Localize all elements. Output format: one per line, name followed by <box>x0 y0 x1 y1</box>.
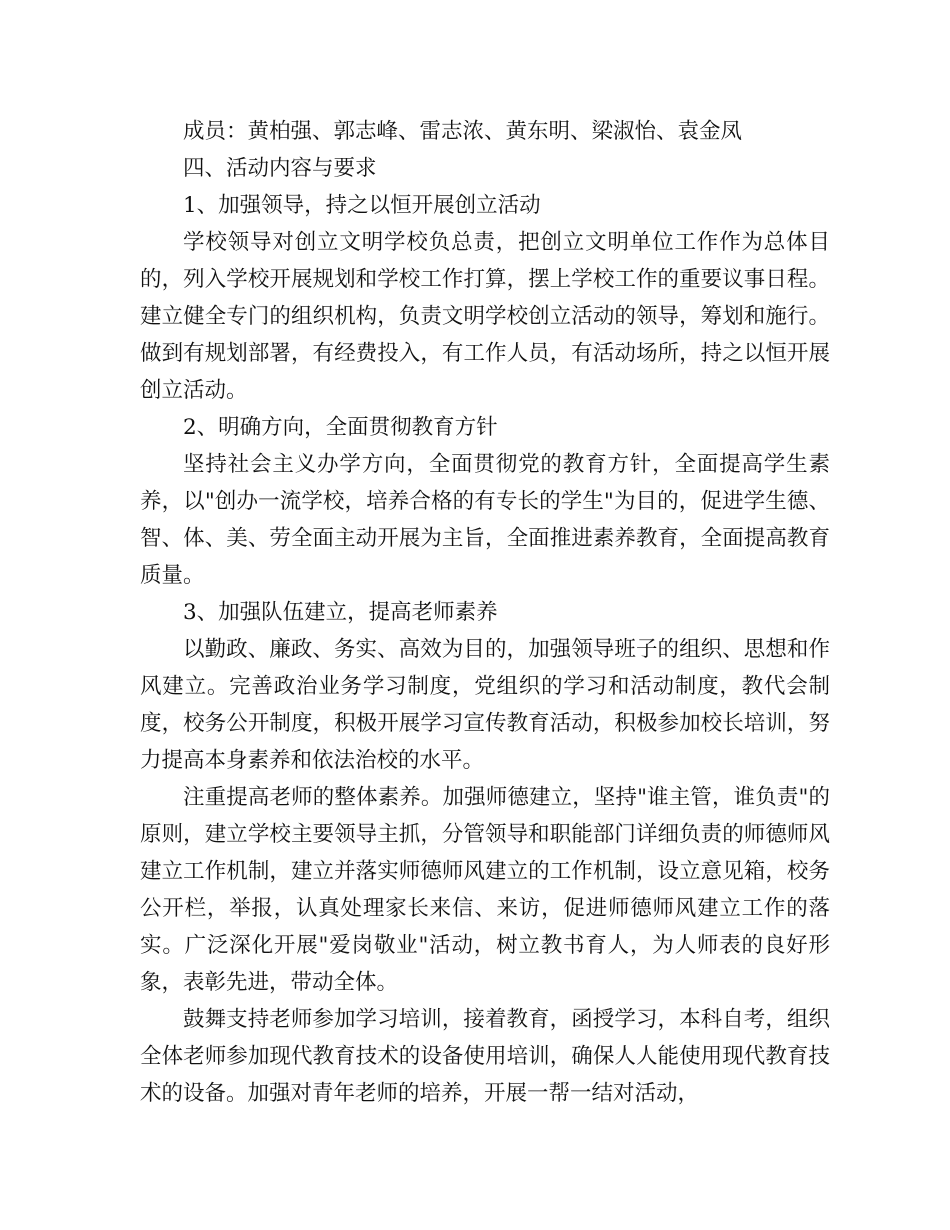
section-heading-activities: 四、活动内容与要求 <box>183 156 377 181</box>
paragraph-members: 成员：黄柏强、郭志峰、雷志浓、黄东明、梁淑怡、袁金凤 <box>183 119 743 144</box>
subheading-leadership: 1、加强领导，持之以恒开展创立活动 <box>183 193 541 218</box>
paragraph-team-building: 以勤政、廉政、务实、高效为目的，加强领导班子的组织、思想和作风建立。完善政治业务学习制度，党组织的学习和活动制度，教代会制度，校务公开制度，积极开展学习宣传教育活动，积极参加校长培训，努力提高本身素养和依法治校的水平。 <box>140 637 830 773</box>
subheading-direction: 2、明确方向，全面贯彻教育方针 <box>183 415 498 440</box>
paragraph-direction: 坚持社会主义办学方向，全面贯彻党的教育方针，全面提高学生素养，以"创办一流学校，培养合格的有专长的学生"为目的，促进学生德、智、体、美、劳全面主动开展为主旨，全面推进素养教育，全面提高教育质量。 <box>140 452 830 588</box>
subheading-team-building: 3、加强队伍建立，提高老师素养 <box>183 600 498 625</box>
paragraph-training: 鼓舞支持老师参加学习培训，接着教育，函授学习，本科自考，组织全体老师参加现代教育技术的设备使用培训，确保人人能使用现代教育技术的设备。加强对青年老师的培养，开展一帮一结对活动， <box>140 1007 830 1106</box>
paragraph-leadership: 学校领导对创立文明学校负总责，把创立文明单位工作作为总体目的，列入学校开展规划和学校工作打算，摆上学校工作的重要议事日程。建立健全专门的组织机构，负责文明学校创立活动的领导，筹划和施行。做到有规划部署，有经费投入，有工作人员，有活动场所，持之以恒开展创立活动。 <box>140 230 830 403</box>
document-body <box>140 113 830 1112</box>
paragraph-teacher-quality: 注重提高老师的整体素养。加强师德建立，坚持"谁主管，谁负责"的原则，建立学校主要领导主抓，分管领导和职能部门详细负责的师德师风建立工作机制，建立并落实师德师风建立的工作机制，设立意见箱，校务公开栏，举报，认真处理家长来信、来访，促进师德师风建立工作的落实。广泛深化开展"爱岗敬业"活动，树立教书育人，为人师表的良好形象，表彰先进，带动全体。 <box>140 785 830 995</box>
